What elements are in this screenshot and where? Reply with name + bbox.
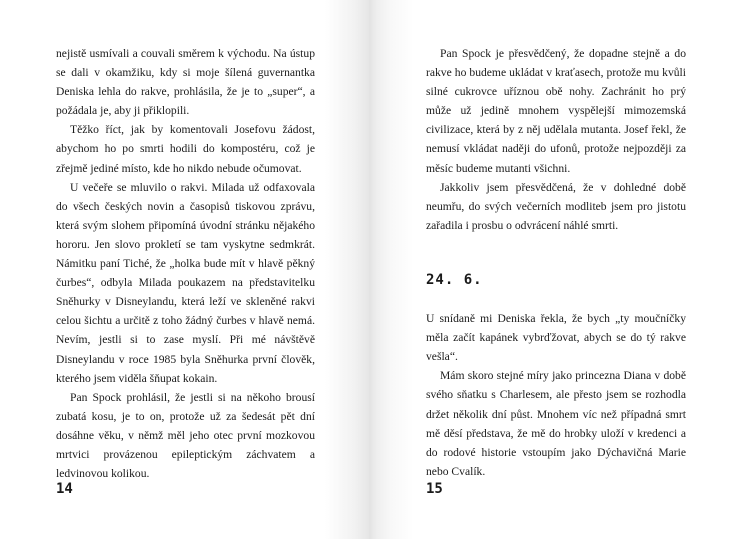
paragraph: Těžko říct, jak by komentovali Josefovu žádost, abychom ho po smrti hodili do kompostéru, což je zřejmě jediné místo, kde ho nikdo nebude očumovat. xyxy=(56,123,315,175)
paragraph: Pan Spock je přesvědčený, že dopadne stejně a do rakve ho budeme ukládat v kraťasech, protože mu kvůli silné cukrovce uříznou obě nohy. Zachránit ho prý může už jedině mnohem vyspělejší mimozemská civilizace, která by z něj udělala mutanta. Josef řekl, že nemusí vkládat naději do ufonů, protože nejpozději za měsíc budeme mutanti všichni. xyxy=(426,47,686,175)
page-number-right: 15 xyxy=(426,481,443,497)
left-page-text xyxy=(56,44,315,483)
paragraph: Mám skoro stejné míry jako princezna Diana v době svého sňatku s Charlesem, ale přesto jsem se rozhodla držet několik dní půst. Mnohem víc než případná smrt mě děsí představa, že mě do hrobky uloží v kredenci a do rodové historie vstoupím jako Dýchavičná Marie nebo Cvalík. xyxy=(426,369,686,478)
right-page-text xyxy=(426,44,686,481)
paragraph: U večeře se mluvilo o rakvi. Milada už odfaxovala do všech českých novin a časopisů tiskovou zprávu, která svým slohem připomíná úvodní stránku nějakého hororu. Jen slovo prokletí se tam vyskytne sedmkrát. Námitku paní Tiché, že „holka bude mít v hlavě pěkný čurbes“, odbyla Milada poukazem na představitelku Sněhurky v Disneylandu, která leží ve skleněné rakvi celou šichtu a určitě z toho žádný čurbes v hlavě nemá. Nevím, jestli si to zase myslí. Při mé návštěvě Disneylandu v roce 1985 byla Sněhurka první člověk, kterého jsem viděla šňupat kokain. xyxy=(56,180,315,385)
paragraph: Pan Spock prohlásil, že jestli si na někoho brousí zubatá kosu, je to on, protože už za šedesát pět dní dosáhne věku, v němž měl jeho otec první mozkovou mrtvici provázenou epileptickým záchvatem a ledvinovou kolikou. xyxy=(56,390,315,481)
paragraph: nejistě usmívali a couvali směrem k východu. Na ústup se dali v okamžiku, kdy si moje šílená guvernantka Deniska lehla do rakve, prohlásila, že je to „super“, a požádala je, aby ji přiklopili. xyxy=(56,47,315,118)
paragraph: Jakkoliv jsem přesvědčená, že v dohledné době neumřu, do svých večerních modliteb jsem pro jistotu zařadila i prosbu o odvrácení náhlé smrti. xyxy=(426,180,686,232)
date-heading: 24. 6. xyxy=(426,271,483,288)
right-page xyxy=(369,0,737,539)
paragraph: U snídaně mi Deniska řekla, že bych „ty moučníčky měla začít kapánek vybrďžovat, abych se do tý rakve vešla“. xyxy=(426,312,686,364)
page-number-left: 14 xyxy=(56,481,73,497)
